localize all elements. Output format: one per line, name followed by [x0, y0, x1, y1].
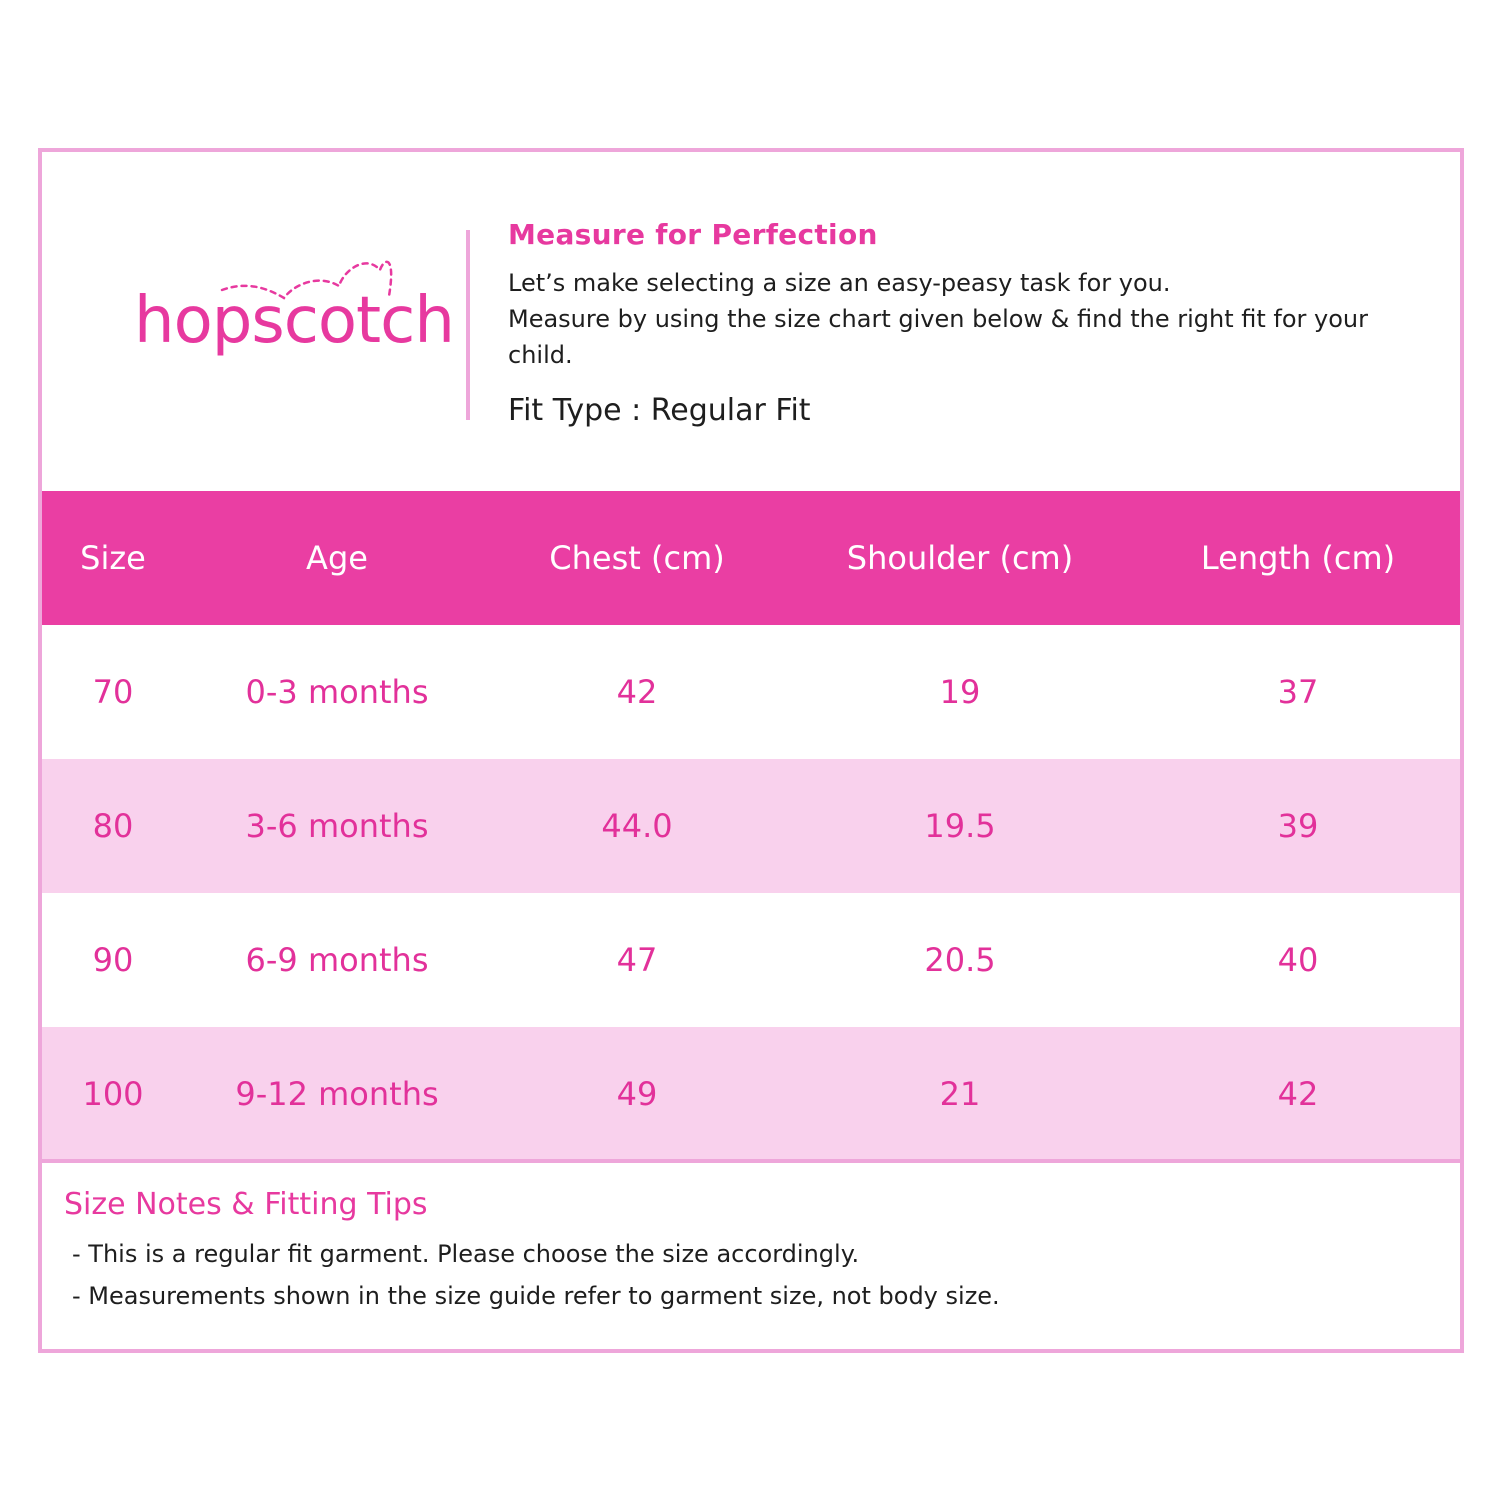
- tip-item: - This is a regular fit garment. Please choose the size accordingly.: [72, 1240, 860, 1268]
- fitting-tips-section: [42, 1159, 1460, 1324]
- cell-shoulder: 21: [784, 1027, 1136, 1161]
- header-length: Length (cm): [1136, 491, 1460, 625]
- cell-chest: 47: [490, 893, 784, 1027]
- header-size: Size: [42, 491, 184, 625]
- header-divider: [466, 230, 470, 420]
- cell-length: 42: [1136, 1027, 1460, 1161]
- size-table: [42, 491, 1460, 1161]
- cell-age: 0-3 months: [184, 625, 490, 759]
- table-row: [42, 759, 1460, 893]
- cell-age: 9-12 months: [184, 1027, 490, 1161]
- cell-size: 100: [42, 1027, 184, 1161]
- tip-item: - Measurements shown in the size guide refer to garment size, not body size.: [72, 1282, 1000, 1310]
- intro-line-2: Measure by using the size chart given below & find the right fit for your: [508, 305, 1368, 333]
- cell-shoulder: 20.5: [784, 893, 1136, 1027]
- cell-shoulder: 19.5: [784, 759, 1136, 893]
- table-header-row: [42, 491, 1460, 625]
- fit-type: Fit Type : Regular Fit: [508, 393, 811, 428]
- intro-title: Measure for Perfection: [508, 218, 878, 251]
- intro-section: [508, 218, 1408, 428]
- cell-length: 37: [1136, 625, 1460, 759]
- intro-line-3: child.: [508, 341, 573, 369]
- hopscotch-logo: [134, 246, 454, 376]
- cell-shoulder: 19: [784, 625, 1136, 759]
- cell-size: 70: [42, 625, 184, 759]
- cell-size: 80: [42, 759, 184, 893]
- tips-title: Size Notes & Fitting Tips: [64, 1187, 428, 1222]
- cell-size: 90: [42, 893, 184, 1027]
- table-row: [42, 1027, 1460, 1161]
- cell-age: 6-9 months: [184, 893, 490, 1027]
- cell-chest: 42: [490, 625, 784, 759]
- header-age: Age: [184, 491, 490, 625]
- logo-wordmark: hopscotch: [134, 284, 454, 358]
- cell-length: 40: [1136, 893, 1460, 1027]
- table-row: [42, 893, 1460, 1027]
- cell-chest: 44.0: [490, 759, 784, 893]
- cell-age: 3-6 months: [184, 759, 490, 893]
- cell-chest: 49: [490, 1027, 784, 1161]
- header-chest: Chest (cm): [490, 491, 784, 625]
- size-chart-card: [38, 148, 1464, 1353]
- intro-line-1: Let’s make selecting a size an easy-peasy task for you.: [508, 269, 1171, 297]
- table-row: [42, 625, 1460, 759]
- header-shoulder: Shoulder (cm): [784, 491, 1136, 625]
- cell-length: 39: [1136, 759, 1460, 893]
